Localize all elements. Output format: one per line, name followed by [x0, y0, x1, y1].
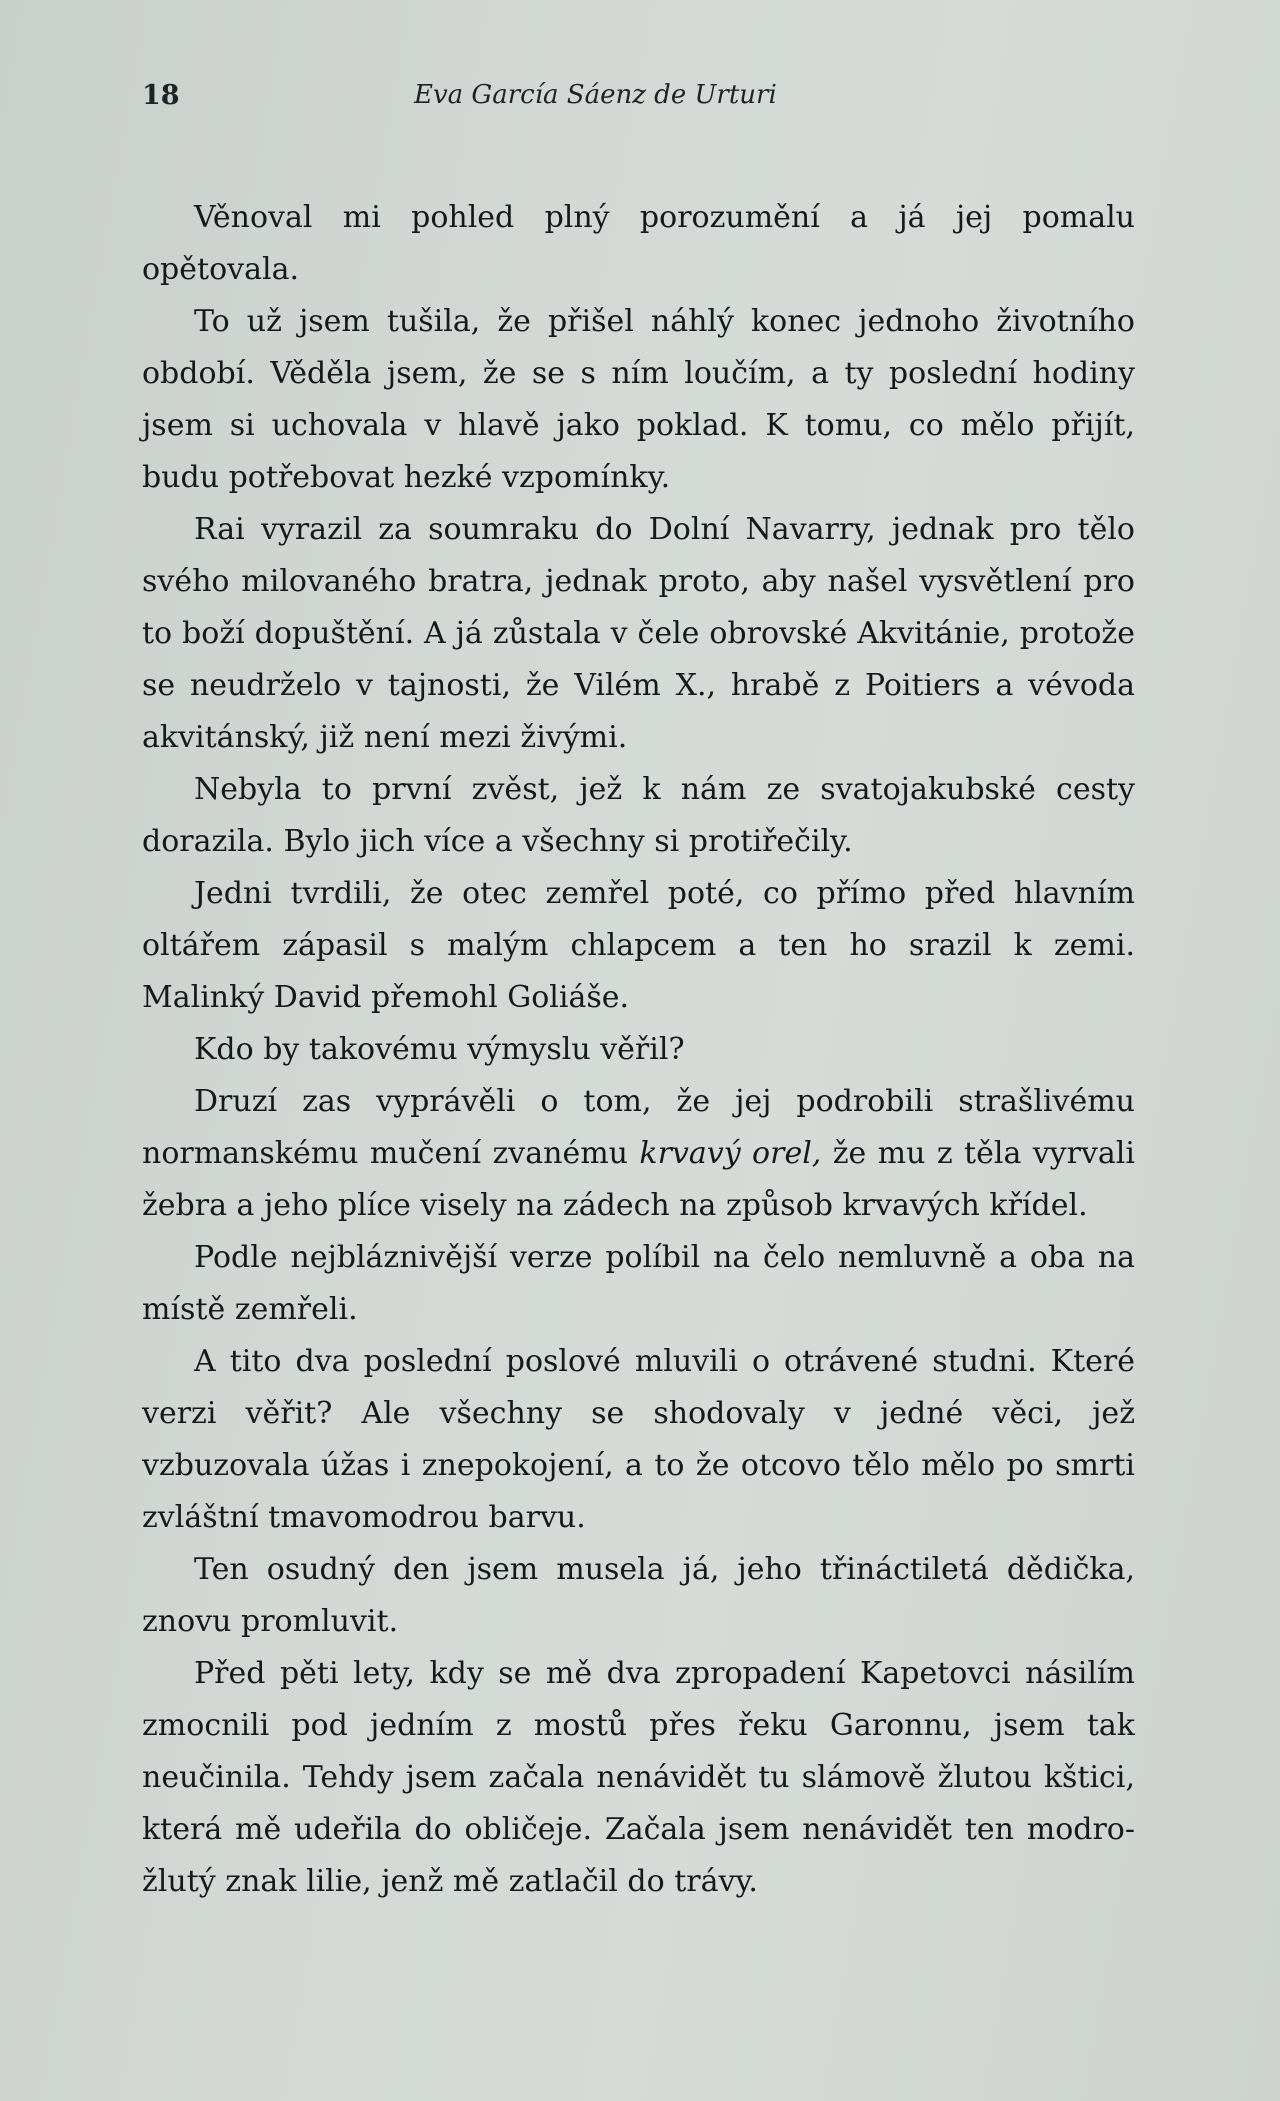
running-head-author: Eva García Sáenz de Urturi — [414, 80, 777, 110]
paragraph: Nebyla to první zvěst, jež k nám ze svatojakubské cesty dorazila. Bylo jich více a všechny si protiřečily. — [142, 772, 1135, 859]
page-number: 18 — [142, 80, 180, 111]
paragraph: A tito dva poslední poslové mluvili o otrávené studni. Které verzi věřit? Ale všechny se shodovaly v jedné věci, jež vzbuzovala úžas i znepokojení, a to že otcovo tělo mělo po smrti zvláštní tmavomodrou barvu. — [142, 1344, 1135, 1535]
paragraph: Podle nejbláznivější verze políbil na čelo nemluvně a oba na místě zemřeli. — [142, 1240, 1135, 1327]
paragraph: Jedni tvrdili, že otec zemřel poté, co přímo před hlavním oltářem zápasil s malým chlapcem a ten ho srazil k zemi. Malinký David přemohl Goliáše. — [142, 876, 1135, 1015]
paragraph: To už jsem tušila, že přišel náhlý konec jednoho životního období. Věděla jsem, že se s ním loučím, a ty poslední hodiny jsem si uchovala v hlavě jako poklad. K tomu, co mělo přijít, budu potřebovat hezké vzpomínky. — [142, 304, 1135, 495]
paragraph: Před pěti lety, kdy se mě dva zpropadení Kapetovci násilím zmocnili pod jedním z mostů přes řeku Garonnu, jsem tak neučinila. Tehdy jsem začala nenávidět tu slámově žlutou kštici, která mě udeřila do obličeje. Začala jsem nenávidět ten modro-žlutý znak lilie, jenž mě zatlačil do trávy. — [142, 1656, 1135, 1899]
body-text — [142, 192, 1135, 1908]
paragraph-text: že mu z těla vyrvali žebra a jeho plíce visely na zádech na způsob krvavých křídel. — [142, 1136, 1135, 1223]
paragraph: Kdo by takovému výmyslu věřil? — [194, 1032, 685, 1067]
page-header — [142, 80, 1120, 120]
paragraph: Ten osudný den jsem musela já, jeho třináctiletá dědička, znovu promluvit. — [142, 1552, 1135, 1639]
italic-term: krvavý orel, — [639, 1136, 822, 1171]
paragraph: Věnoval mi pohled plný porozumění a já jej pomalu opětovala. — [142, 200, 1135, 287]
paragraph-text: Druzí zas vyprávěli o tom, že jej podrobili strašlivému normanskému mučení zvanému — [142, 1084, 1135, 1171]
paragraph: Rai vyrazil za soumraku do Dolní Navarry, jednak pro tělo svého milovaného bratra, jednak proto, aby našel vysvětlení pro to boží dopuštění. A já zůstala v čele obrovské Akvitánie, protože se neudrželo v tajnosti, že Vilém X., hrabě z Poitiers a vévoda akvitánský, již není mezi živými. — [142, 512, 1135, 755]
paragraph — [142, 1076, 1135, 1232]
